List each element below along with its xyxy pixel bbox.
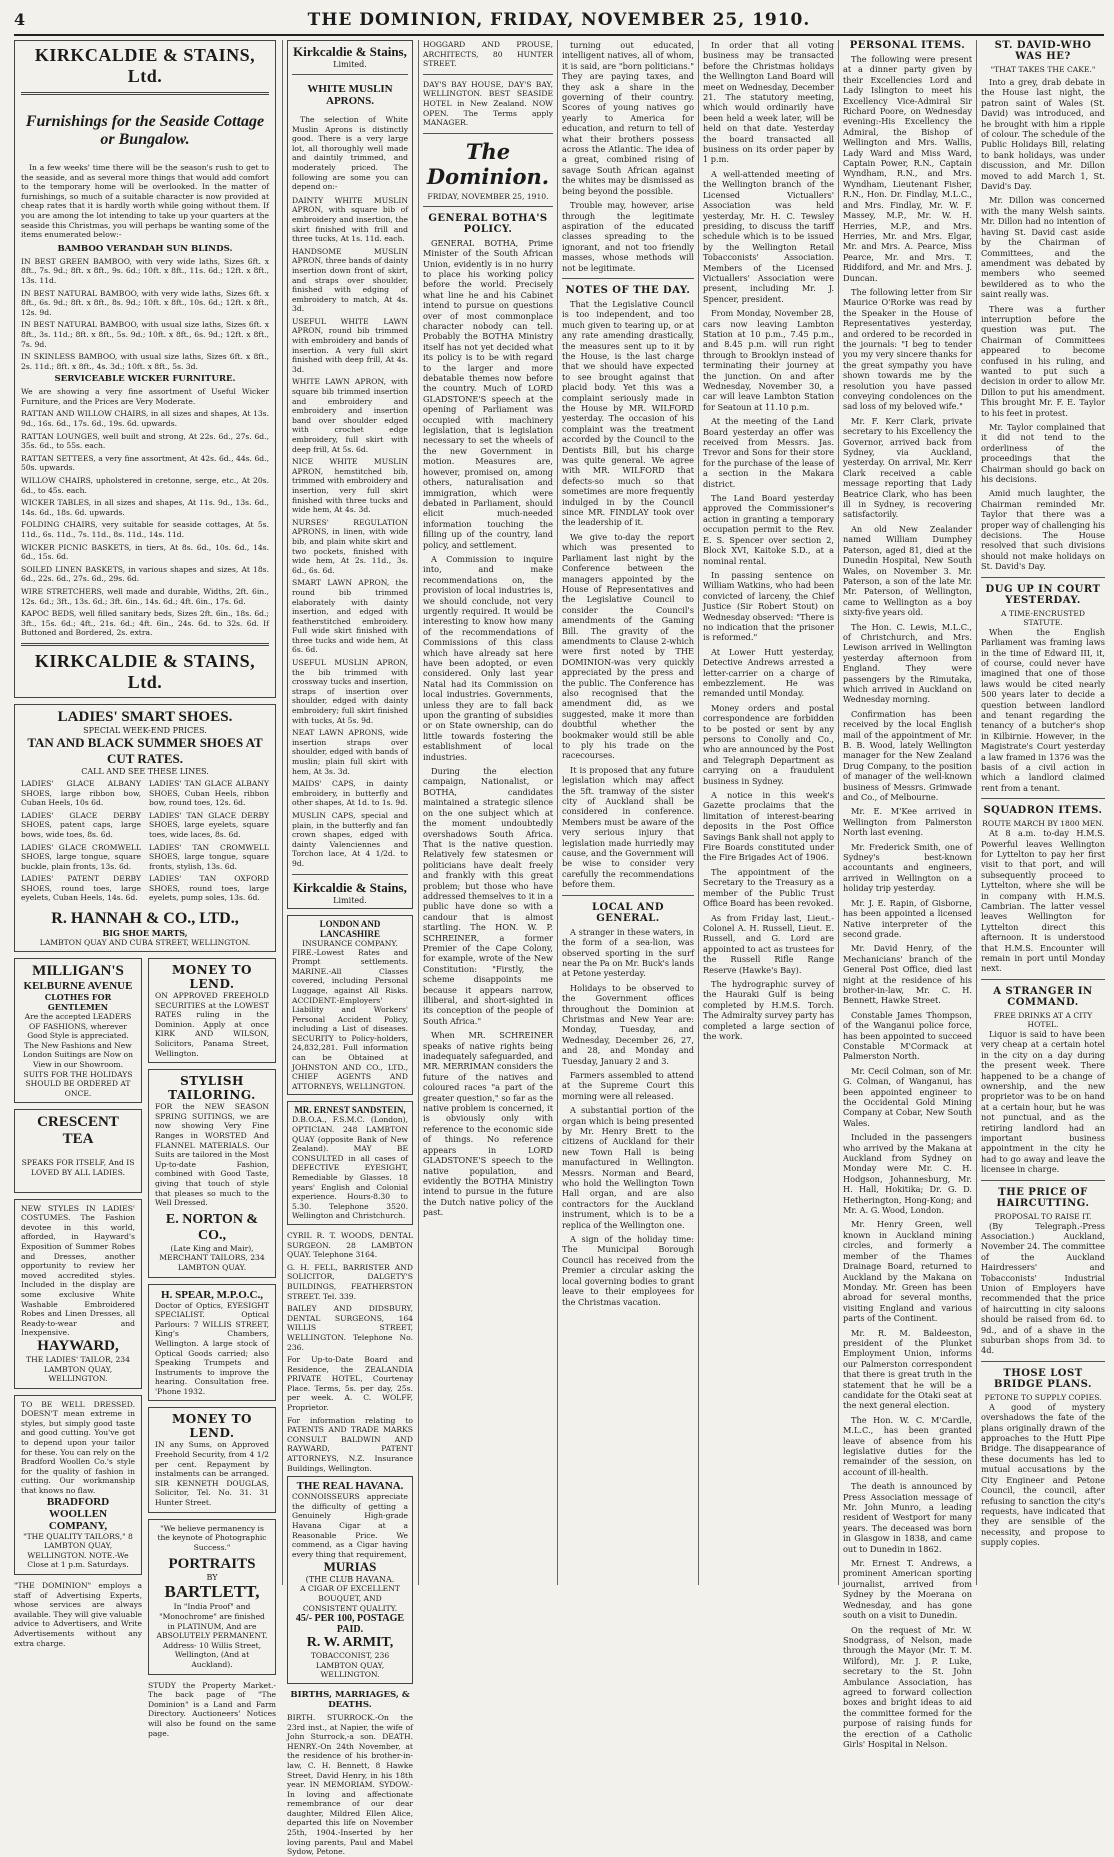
column-rule — [557, 40, 558, 1585]
ad-subtitle: INSURANCE COMPANY. — [302, 938, 398, 948]
ad-body: FIRE.-Lowest Rates and Prompt settlements. MARINE.-All Classes covered, including Personal Luggage, against All Risks. ACCIDENT.-Employers' Liability and Workers' Personal Accident Policy, including a List of diseases. SECURITY to Policy-holders, 24,832,281. Full information can be Obtained at JOHNSTON AND CO., LTD., CHIEF AGENTS AND ATTORNEYS, WELLINGTON. — [292, 947, 408, 1091]
apron-item: WHITE LAWN APRON, with square bib trimmed insertion and embroidery and embroidery and insertion band over shoulder edged with crochet edge embroidery, full skirt with deep frill, At 5s. 6d. — [292, 377, 408, 454]
ad-title: CRESCENT TEA — [37, 1114, 119, 1148]
article-paragraph: At 8 a.m. to-day H.M.S. Powerful leaves Wellington for Lyttelton to pay her first visit to that port, and will subsequently proceed to Lyttelton, where she will be in company with H.M.S. Cambrian. The latter vessel leaves Wellington for Lyttelton direct this afternoon. It is understood that H.M.S. Encounter will remain in port until Monday next. — [981, 828, 1105, 974]
ad-address: TOBACCONIST, 236 LAMBTON QUAY, WELLINGTON. — [310, 1651, 390, 1680]
article-paragraph: A substantial portion of the organ which is being presented by Mr. Henry Brett to the citizens of Auckland for their new Town Hall is being manufactured in Wellington. Messrs. Norman and Beard, who hold the Wellington Town Hall organ, and are also contractors for the Auckland instrument, which is to be a replica of the Wellington one. — [562, 1105, 694, 1230]
article-paragraph: Holidays to be observed to the Government offices throughout the Dominion at Christmas and New Year are: Monday, Tuesday, and Wednesday, December 26, 27, and 28, and Monday and Tuesday, January 2 and 3. — [562, 982, 694, 1066]
article-paragraph: Mr. E. M'Kee arrived in Wellington from Palmerston North last evening. — [843, 806, 972, 838]
shoe-item: LADIES' TAN OXFORD SHOES, round toes, large eyelets, pump soles, 13s. 6d. — [149, 874, 269, 903]
article-paragraph: A notice in this week's Gazette proclaims that the limitation of interest-bearing deposits in the Post Office Savings Bank shall not apply to Fire Boards constituted under the Fire Brigades Act of 1906. — [703, 790, 834, 863]
article-paragraph: Mr. Dillon was concerned with the many Welsh saints. Mr. Dillon had no intention of having St. David cast aside by the Chairman of Committees, and the amendment was debated by members who seemed bewildered as to who the saint really was. — [981, 195, 1105, 300]
ad-title: BRADFORD WOOLLEN COMPANY, — [46, 1495, 110, 1532]
article-paragraph: (By Telegraph.-Press Association.) Auckland, November 24. The committee of the Auckland Hairdressers' and Tobacconists' Industrial Union of Employers have recommended that the price of haircutting in city saloons should be raised from 6d. to 9d., and of a shave in the suburban shops from 3d. to 4d. — [981, 1220, 1105, 1356]
column-rule — [282, 40, 283, 1585]
price-item: IN BEST GREEN BAMBOO, with very wide laths, Sizes 6ft. x 8ft., 7s. 9d.; 8ft. x 8ft., 9s. 6d.; 10ft. x 8ft., 11s. 6d.; 12ft. x 8ft., 13s. 11d. — [21, 256, 269, 285]
article-paragraph: Farmers assembled to attend at the Supreme Court this morning were all released. — [562, 1069, 694, 1101]
newspaper-title: THE DOMINION, FRIDAY, NOVEMBER 25, 1910. — [307, 10, 811, 30]
ad-title: STYLISH TAILORING. — [168, 1074, 256, 1103]
page-number: 4 — [14, 10, 26, 29]
apron-item: DAINTY WHITE MUSLIN APRON, with square bib of embroidery and insertion, the skirt finished with frill and three tucks, At 1s. 11d. each. — [292, 195, 408, 244]
hayward-ad — [14, 1199, 142, 1389]
zealandia-ad: For Up-to-Date Board and Residence, the ZEALANDIA PRIVATE HOTEL, Courtenay Place. Terms, 5s. per day, 25s. per week. A. C. WOLFF, Proprietor. — [287, 1355, 413, 1413]
article-heading: SQUADRON ITEMS. — [983, 805, 1103, 817]
article-paragraph: Included in the passengers who arrived by the Makana at Auckland from Sydney on Monday were Mr. C. H. Hodgson, Johannesburg, Mr. H. Hall, Hokitika; Dr. G. D. Hetherington, Hong-Kong; and Mr. A. G. Wood, London. — [843, 1132, 972, 1216]
article-paragraph: At the meeting of the Land Board yesterday an offer was received from Messrs. Jas. Trevor and Sons for their store for the purchase of the lease of a section in the Makara district. — [703, 416, 834, 489]
column-6 — [703, 40, 834, 1588]
ad-title: MR. ERNEST SANDSTEIN, — [294, 1105, 406, 1116]
article-paragraph: Mr. Ernest T. Andrews, a prominent American sporting journalist, arrived from Sydney by the Moerana on Wednesday, and has gone south on a visit to Dunedin. — [843, 1558, 972, 1621]
spear-optics-ad — [148, 1284, 276, 1402]
article-heading: THOSE LOST BRIDGE PLANS. — [993, 1367, 1093, 1390]
article-paragraph: Confirmation has been received by the local English mail of the appointment of Mr. B. B. Wood, lately Wellington manager for the New Zealand Drug Company, to the position of manager of the well-known business of Messrs. Grimwade and Co., of Melbourne. — [843, 708, 972, 803]
section-intro: We are showing a very fine assortment of Useful Wicker Furniture, and the Prices are Very Moderate. — [21, 387, 269, 406]
article-paragraph: Mr. F. Kerr Clark, private secretary to his Excellency the Governor, arrived back from Sydney, via Auckland, yesterday. On arrival, Mr. Kerr Clark received a cable message reporting that Lady Beatrice Clark, who has been ill in Sydney, is recovering satisfactorily. — [843, 415, 972, 520]
ad-body: IN any Sums, on Approved Freehold Security, from 4 1/2 per cent. Repayment by instalments can be arranged. SIR KENNETH DOUGLAS, Solicitor, Tel. No. 31. 31 Hunter Street. — [155, 1440, 269, 1508]
ad-title: KIRKCALDIE & STAINS, Ltd. — [34, 650, 256, 692]
article-paragraph: When the English Parliament was framing laws in the time of Edward III, it, of course, could never have imagined that one of those laws would be cited nearly 500 years later to decide a question between landlord and tenant regarding the tenancy of a butcher's shop in Kilbirnie. However, in the Magistrate's Court yesterday a law framed in 1376 was the basis of a civil action in which a landlord claimed rent from a tenant. — [981, 626, 1105, 793]
article-paragraph: We give to-day the report which was presented to Parliament last night by the Conference between the managers appointed by the House of Representatives and the Legislative Council to consider the Council's amendments of the Gaming Bill. The gravity of the amendments to Clause 2-which were first noted by THE DOMINION-was very quickly appreciated by the press and the public. The Conference has also recognised that the amendment did, as we suggested, make it more than doubtful whether the bookmaker would still be able to ply his trade on the racecourses. — [562, 531, 694, 761]
ad-name: BARTLETT, — [164, 1582, 260, 1602]
column-3 — [287, 40, 413, 1857]
article-paragraph: Mr. R. M. Baldeeston, president of the Plunket Employment Union, informs our Palmerston correspondent that there is great truth in the statement that he will be a candidate for the Otaki seat at the next general election. — [843, 1327, 972, 1411]
bradford-ad — [14, 1395, 142, 1575]
shoe-item: LADIES' GLACE DERBY SHOES, patent caps, large bows, wide toes, 8s. 6d. — [21, 810, 141, 839]
article-paragraph: The death is announced by Press Association message of Mr. John Munro, a leading resident of Westport for many years. The deceased was born in Glasgow in 1838, and came out to Dunedin in 1862. — [843, 1481, 972, 1554]
article-heading: PERSONAL ITEMS. — [849, 40, 966, 51]
shoe-item: LADIES' TAN GLACE DERBY SHOES, large eyelets, square toes, wide laces, 8s. 6d. — [149, 810, 269, 839]
article-paragraph: A stranger in these waters, in the form of a sea-lion, was observed sporting in the surf near the Pa on Mr. Buck's lands at Petone yesterday. — [562, 926, 694, 979]
article-paragraph: That the Legislative Council is too independent, and too much given to tearing up, or at any rate amending drastically, the measures sent up to it by the House, is the last charge that we should have expected to see brought against that placid body. Yet this was a complaint seriously made in the House by MR. WILFORD yesterday. The occasion of his complaint was the treatment accorded by the Council to the Dentists Bill, but his charge was quite general. We agree with MR. WILFORD that defects-so much so that sometimes are more frequently indulged in by the Council since MR. FINDLAY took over the leadership of it. — [562, 298, 694, 528]
article-paragraph: GENERAL BOTHA, Prime Minister of the South African Union, evidently is in no hurry to place his working policy before the world. Precisely what line he and his Cabinet intend to pursue on questions over of most commonplace character nobody can tell. Probably the BOTHA Ministry itself has not yet decided what its policy is to be with regard to the larger and more debatable themes now before the country. Much of LORD GLADSTONE'S speech at the opening of Parliament was occupied with machinery legislation, that is legislation necessary to set the wheels of the new Government in motion. Measures are, however, promised on, among others, naturalisation and immigration, which were debated in Parliament, should elicit much-needed information touching the filling up of the country, land policy, and settlement. — [423, 237, 553, 550]
article-paragraph: The Hon. C. Lewis, M.L.C., of Christchurch, and Mrs. Lewison arrived in Wellington yesterday afternoon from England. They were passengers by the Rimutaka, which arrived in Auckland on Wednesday morning. — [843, 621, 972, 705]
column-rule — [698, 40, 699, 1585]
ad-body: FOR the NEW SEASON SPRING SUITINGS, we are now showing Very Fine Ranges in WORSTED And FLANNEL MATERIALS. Our Suits are tailored in the Most Up-to-date Fashion, combined with Good Taste, giving that touch of style that pleases so much to the Well Dressed. — [155, 1102, 269, 1208]
column-rule — [418, 40, 419, 1585]
column-2 — [148, 958, 276, 1738]
column-5 — [562, 40, 694, 1588]
ad-address: LAMBTON QUAY AND CUBA STREET, WELLINGTON. — [39, 938, 251, 948]
ad-brand: MURIAS — [323, 1559, 377, 1575]
ad-body: SPEAKS FOR ITSELF, And IS LOVED BY ALL LADIES. — [21, 1158, 135, 1177]
article-paragraph: Mr. Taylor complained that it did not tend to the orderliness of the proceedings that the Chairman should go back on his decisions. — [981, 422, 1105, 485]
article-paragraph: Amid much laughter, the Chairman reminded Mr. Taylor that there was a proper way of challenging his decisions. The House resolved that such divisions should not make holidays on St. David's Day. — [981, 488, 1105, 572]
price-item: RATTAN SETTEES, a very fine assortment, At 42s. 6d., 44s. 6d., 50s. upwards. — [21, 453, 269, 473]
ad-subtitle: Limited. — [333, 60, 367, 69]
ad-heading: WHITE MUSLIN APRONS. — [307, 83, 393, 107]
ad-body: ON APPROVED FREEHOLD SECURITIES at the LOWEST RATES ruling in the Dominion. Apply at once KIRK AND WILSON, Solicitors, Panama Street, Wellington. — [155, 991, 269, 1058]
ad-title: KIRKCALDIE & STAINS, Ltd. — [34, 45, 256, 86]
apron-item: HANDSOME MUSLIN APRON, three bands of dainty insertion down front of skirt, and straps over shoulder, finished with edging of embroidery to match, At 4s. 3d. — [292, 246, 408, 314]
article-paragraph: During the election campaign, Nationalist, or BOTHA, candidates maintained a strategic silence on the one subject which at the moment undoubtedly overshadows South Africa. That is the native question. Relatively few statesmen or politicians have dealt freely and frankly with this great problem; but those who have addressed themselves to it in a public have done so with a candour that is almost startling. The HON. W. P. SCHREINER, a former Premier of the Cape Colony, for example, wrote of the New Constitution: "Firstly, the scheme disappoints me because it appears narrow, illiberal, and short-sighted in its conception of the people of South Africa." — [423, 766, 553, 1026]
column-4 — [423, 40, 553, 1588]
ad-body: D.B.O.A., F.S.M.C. (London), OPTICIAN. 248 LAMBTON QUAY (opposite Bank of New Zealand). MAY BE CONSULTED in all cases of DEFECTIVE EYESIGHT, Remediable by Glasses. 18 years' English and Colonial experience. Hours-8.30 to 5.30. Telephone 3520. Wellington and Christchurch. — [292, 1115, 408, 1221]
ad-address: (Late King and Mair), MERCHANT TAILORS, 234 LAMBTON QUAY. — [159, 1243, 265, 1272]
sandstein-ad — [287, 1101, 413, 1225]
article-paragraph: Into a grey, drab debate in the House last night, the patron saint of Wales (St. David) was introduced, and he brought with him a ripple of colour. The schedule of the Public Holidays Bill, relating to bank holidays, was under discussion, and Mr. Dillon moved to add March 1, St. David's Day. — [981, 77, 1105, 192]
price-item: WICKER PICNIC BASKETS, in tiers, At 8s. 6d., 10s. 6d., 14s. 6d., 15s. 6d. — [21, 542, 269, 562]
article-paragraph: There was a further interruption before the question was put. The Chairman of Committees appeared to become confused in his ruling, and wanted to put such a decision in order to allow Mr. Dillon to put his amendment. This brought Mr. F. E. Taylor to his feet in protest. — [981, 303, 1105, 418]
article-paragraph: The Hon. W. C. M'Cardle, M.L.C., has been granted leave of absence from his legislative duties for the remainder of the session, on account of ill-health. — [843, 1414, 972, 1477]
ad-title: PORTRAITS — [168, 1556, 256, 1573]
shoe-item: LADIES' PATENT DERBY SHOES, round toes, large eyelets, Cuban Heels, 14s. 6d. — [21, 874, 141, 903]
price-item: WILLOW CHAIRS, upholstered in cretonne, serge, etc., At 20s. 6d., to 45s. each. — [21, 476, 269, 495]
article-paragraph: Mr. Cecil Colman, son of Mr. G. Colman, of Wanganui, has been appointed engineer to the Occidental Gold Mining Company at Cobar, New South Wales. — [843, 1065, 972, 1128]
article-paragraph: The hydrographic survey of the Hauraki Gulf is being completed by H.M.S. Torch. The Admiralty survey party has completed a large section of the work. — [703, 978, 834, 1041]
article-paragraph: A well-attended meeting of the Wellington branch of the Licensed Victuallers' Association was held yesterday, Mr. H. C. Tewsley presiding, to discuss the tariff schedule which is to be issued by the Wellington Retail Tobacconists' Association. Members of the Licensed Victuallers' Association were present, including Mr. J. Spencer, president. — [703, 168, 834, 304]
article-paragraph: A Commission to inquire into, and make recommendations on, the provision of local industries is, we should conclude, not very urgently required. It would be interesting to know how many of the recommendations of Commissions of this class which have already sat here have been adopted, or even considered. Only last year Natal had its Commission on local industries. Governments, unless they are to fall back upon the granting of subsidies or on State ownership, can do little towards fostering the establishment of local industries. — [423, 553, 553, 762]
column-rule — [838, 40, 839, 1585]
column-rule — [976, 40, 977, 1585]
article-paragraph: In passing sentence on William Watkins, who had been convicted of larceny, the Chief Justice (Sir Robert Stout) on Wednesday observed: "There is no indication that the prisoner is reformed." — [703, 569, 834, 643]
article-paragraph: In order that all voting business may be transacted before the Christmas holidays the Wellington Land Board will meet on Wednesday, December 21. The statutory meeting, which would ordinarily have been held a week later, will be held on that date. Yesterday the board transacted all business on its order paper by 1 p.m. — [703, 40, 834, 165]
study-notice: STUDY the Property Market.-The back page of "The Dominion" is a Land and Farm Directory. Auctioneers' Notices will also be found on the same page. — [148, 1680, 276, 1738]
shoe-item: LADIES' TAN CROMWELL SHOES, large tongue, square fronts, stylish, 13s. 6d. — [149, 842, 269, 871]
ad-title: THE REAL HAVANA. — [296, 1480, 404, 1493]
price-item: IN SKINLESS BAMBOO, with usual size laths, Sizes 6ft. x 8ft., 2s. 11d.; 8ft. x 8ft., 4s. 3d.; 10ft. x 8ft., 5s. 3d. — [21, 352, 269, 371]
section-heading: SERVICEABLE WICKER FURNITURE. — [54, 374, 236, 385]
article-heading: ST. DAVID-WHO WAS HE? — [994, 40, 1092, 62]
price-item: RATTAN LOUNGES, well built and strong, At 22s. 6d., 27s. 6d., 35s. 6d., to 55s. each. — [21, 431, 269, 451]
ad-company: R. HANNAH & CO., LTD., — [51, 910, 239, 928]
ad-body: Doctor of Optics, EYESIGHT SPECIALIST. Optical Parlours: 7 WILLIS STREET, King's Chambers, Wellington. A large stock of Optical Goods carried; also Speaking Trumpets and Instruments to improve the hearing. Consultation free. 'Phone 1932. — [155, 1300, 269, 1396]
section-heading: BAMBOO VERANDAH SUN BLINDS. — [57, 243, 233, 254]
article-subheading: PROPOSAL TO RAISE IT. — [994, 1211, 1092, 1221]
bartlett-portraits-ad — [148, 1519, 276, 1675]
article-paragraph: Mr. Henry Green, well known in Auckland mining circles, and formerly a member of the Thames Drainage Board, returned to Auckland by the Makana on Monday. Mr. Green has been abroad for several months, visiting England and various parts of the Continent. — [843, 1219, 972, 1324]
ad-address: "THE QUALITY TAILORS," 8 LAMBTON QUAY, WELLINGTON. NOTE.-We Close at 1 p.m. Saturdays. — [23, 1531, 133, 1570]
article-paragraph: As from Friday last, Lieut.-Colonel A. H. Russell, Lieut. E. Russell, and G. Lord are appointed to act as trustees for the Russell Rifle Range Reserve (Hawke's Bay). — [703, 912, 834, 975]
ad-title: Kirkcaldie & Stains, — [293, 879, 407, 895]
article-subheading: PETONE TO SUPPLY COPIES. — [984, 1392, 1102, 1402]
article-subheading: ROUTE MARCH BY 1800 MEN. — [982, 819, 1104, 829]
shoe-item: LADIES' TAN GLACE ALBANY SHOES, Cuban Heels, ribbon bow, round toes, 12s. 6d. — [149, 778, 269, 808]
ad-title: Kirkcaldie & Stains, — [293, 44, 407, 59]
dominion-ad-notice: "THE DOMINION" employs a staff of Advertising Experts, whose services are always available. They will give valuable advice to Advertisers, and Write Advertisements without any extra charge. — [14, 1581, 142, 1648]
article-paragraph: Mr. Frederick Smith, one of Sydney's best-known accountants and engineers, arrived in Wellington on a holiday trip yesterday. — [843, 841, 972, 894]
days-bay-ad: DAY'S BAY HOUSE, DAY'S BAY, WELLINGTON. BEST SEASIDE HOTEL in New Zealand. NOW OPEN. The Terms apply MANAGER. — [423, 79, 553, 128]
money-to-lend-ad — [148, 958, 276, 1063]
article-heading: DUG UP IN COURT YESTERDAY. — [985, 583, 1101, 606]
column-8 — [981, 40, 1105, 1588]
ad-title: LONDON AND LANCASHIRE — [319, 918, 381, 939]
ad-title: LADIES' SMART SHOES. — [57, 708, 233, 725]
article-paragraph: The Land Board yesterday approved the Commissioner's action in granting a temporary occupation permit to the Rev. E. S. Spencer over section 2, Block XVI, Kaitoke S.D., at a nominal rental. — [703, 493, 834, 566]
price-item: WICKER TABLES, in all sizes and shapes, At 11s. 9d., 13s. 6d., 14s. 6d., 18s. 6d. upwards. — [21, 498, 269, 517]
ad-price: 45/- PER 100, POSTAGE PAID. — [295, 1613, 405, 1636]
article-paragraph: Mr. J. E. Rapin, of Gisborne, has been appointed a licensed Native interpreter of the second grade. — [843, 897, 972, 939]
article-paragraph: Constable James Thompson, of the Wanganui police force, has been appointed to succeed Constable M'Cormack at Palmerston North. — [843, 1009, 972, 1062]
ad-title: MILLIGAN'S — [32, 963, 124, 980]
fell-ad: G. H. FELL, BARRISTER AND SOLICITOR, DALGETY'S BUILDINGS, FEATHERSTON STREET. Tel. 339. — [287, 1262, 413, 1301]
milligan-ad — [14, 958, 142, 1103]
money-to-lend-ad-2 — [148, 1407, 276, 1512]
ad-company: R. W. ARMIT, — [306, 1635, 394, 1651]
apron-item: NEAT LAWN APRONS, wide insertion straps over shoulder, edged with bands of muslin; plain full skirt with hem, At 3s. 3d. — [292, 728, 408, 776]
article-subheading: "THAT TAKES THE CAKE." — [990, 65, 1096, 74]
article-heading: NOTES OF THE DAY. — [565, 284, 691, 296]
apron-item: USEFUL MUSLIN APRON, the bib trimmed with crossway tucks and insertion, straps of insertion over shoulder, edged with dainty embroidery; full skirt finished with tucks, At 5s. 9d. — [292, 658, 408, 725]
article-paragraph: Trouble may, however, arise through the legitimate aspiration of the educated classes spreading to the ignorant, and not too friendly masses, whose methods will not be legitimate. — [562, 200, 694, 273]
article-paragraph: The following letter from Sir Maurice O'Rorke was read by the Speaker in the House of Representatives yesterday, and ordered to be recorded in the journals: "I beg to tender you my very sincere thanks for the great sympathy you have shown towards me by the resolution you have passed conveying condolences on the sad loss of my beloved wife." — [843, 286, 972, 412]
apron-item: USEFUL WHITE LAWN APRON, round bib trimmed with embroidery and bands of insertion. A very full skirt finished with deep frill, At 4s. 3d. — [292, 316, 408, 374]
apron-item: NURSES' REGULATION APRONS, in linen, with wide bib, and plain white skirt and two pockets, finished with wide hem, At 2s. 11d., 3s. 6d., 6s. 6d. — [292, 517, 408, 575]
article-paragraph: A good of mystery overshadows the fate of the plans originally drawn of the approaches to the Hutt Pipe Bridge. The disappearance of these documents has led to mutual accusations by the City Engineer and Petone Council, the council, after refusing to sanction the city's requests, have indicated that they are sensible of the necessity, and propose to supply copies. — [981, 1401, 1105, 1548]
ad-heading: CLOTHES FOR GENTLEMEN — [44, 992, 112, 1013]
crescent-tea-ad — [14, 1109, 142, 1192]
ad-subtitle: KELBURNE AVENUE — [23, 980, 133, 993]
ad-quote: "We believe permanency is the keynote of Photographic Success." — [157, 1523, 267, 1552]
shoe-item: LADIES' GLACE CROMWELL SHOES, large tongue, square buckle, plain fronts, 13s. 6d. — [21, 842, 141, 871]
article-subheading: A TIME-ENCRUSTED STATUTE. — [1000, 608, 1085, 627]
hannah-shoes-ad — [14, 704, 276, 952]
shoe-item: LADIES' GLACE ALBANY SHOES, large ribbon bow, Cuban Heels, 10s 6d. — [21, 778, 141, 808]
ad-intro: In a few weeks' time there will be the season's rush to get to the seaside, and as several more things that would add comfort to the temporary home will be overlooked. In the matter of furnishings, so much of a suitable character is now provided at cheap rates that it is hardly worth while going without them. If you are among the lot intending to take up your quarters at the seaside this Christmas, you will perhaps be wanting some of the items enumerated below:- — [21, 163, 269, 240]
article-paragraph: It is proposed that any future legislation which may affect the 5ft. tramway of the sister city of Auckland shall be considered in conference. Members must be aware of the very serious injury that legislation made hurriedly may cause, and the Government will be wise to consider very carefully the recommendations before them. — [562, 764, 694, 890]
article-heading: GENERAL BOTHA'S POLICY. — [428, 212, 548, 235]
price-item: IN BEST NATURAL BAMBOO, with usual size laths, Sizes 6ft. x 8ft., 3s. 11d.; 8ft. x 8ft., 5s. 9d.; 10ft. x 8ft., 6s. 9d.; 12ft. x 8ft., 7s. 9d. — [21, 320, 269, 349]
ad-body: TO BE WELL DRESSED. DOESN'T mean extreme in styles, but simply good taste and good cutting. You've got to depend upon your tailor for these. You can rely on the Bradford Woollen Co.'s style for the quality of fashion in cutting. Our workmanship that knows no flaw. — [21, 1399, 135, 1496]
ad-body: Are the accepted LEADERS OF FASHIONS, wherever Good Style is appreciated. The New Fashions and New London Suitings are Now on View in our Showroom. SUITS FOR THE HOLIDAYS SHOULD BE ORDERED AT ONCE. — [23, 1012, 133, 1098]
price-item: KAPOC BEDS, well filled sanitary beds, Sizes 2ft. 6in., 18s. 6d.; 3ft., 15s. 6d.; 4ft., 21s. 6d.; 4ft. 6in., 24s. 6d. to 32s. 6d. If Buttoned and Bordered, 2s. extra. — [21, 609, 269, 638]
price-item: FOLDING CHAIRS, very suitable for seaside cottages, At 5s. 11d., 6s. 11d., 7s. 11d., 8s. 11d., 14s. 11d. — [21, 520, 269, 539]
article-paragraph: When MR. SCHREINER speaks of native rights being inadequately safeguarded, and MR. MERRIMAN considers the future of the natives and coloured races "a part of the greater question," so far as the native problem is concerned, it is obviously only with reference to the economic side of things. No reference appears in LORD GLADSTONE'S speech to the native population, and evidently the BOTHA Ministry intend to pursue in the future the Dutch native policy of the past. — [423, 1030, 553, 1218]
ad-tagline: CALL AND SEE THESE LINES. — [81, 766, 209, 776]
price-item: SOILED LINEN BASKETS, in various shapes and sizes, At 18s. 6d., 22s. 6d., 27s. 6d., 29s. 6d. — [21, 564, 269, 584]
apron-item: MUSLIN CAPS, special and plain, in the butterfly and fan crown shapes, edged with dainty Valenciennes and Torchon lace, At 4 1/2d. to 9d. — [292, 810, 408, 868]
stylish-tailoring-ad — [148, 1069, 276, 1277]
masthead — [14, 8, 1104, 36]
kirkcaldie-furnishings-ad — [14, 40, 276, 698]
article-paragraph: On the request of Mr. W. Snodgrass, of Nelson, made through the Mayor (Mr. T. M. Wilford), Mr. J. P. Luke, secretary to the St. John Ambulance Association, has agreed to forward collection boxes and bright ideas to aid the committee formed for the purpose of raising funds for the erection of a Catholic Girls' Hospital in Nelson. — [843, 1624, 972, 1749]
ad-subtitle: SPECIAL WEEK-END PRICES. — [83, 725, 207, 735]
havana-ad — [287, 1476, 413, 1684]
hoggard-ad: HOGGARD AND PROUSE, ARCHITECTS, 80 HUNTER STREET. — [423, 40, 553, 69]
kirkcaldie-aprons-ad — [287, 40, 413, 909]
article-paragraph: An old New Zealander named William Dumphey Paterson, aged 81, died at the Dunedin Hospital, New South Wales, on November 3. Mr. Paterson, a son of the late Mr. Mr. Paterson, of Wellington, came to Wellington as a boy sixty-five years old. — [843, 523, 972, 618]
woods-ad: CYRIL R. T. WOODS, DENTAL SURGEON. 28 LAMBTON QUAY. Telephone 3164. — [287, 1230, 413, 1260]
ad-title: HAYWARD, — [37, 1337, 119, 1354]
price-item: RATTAN AND WILLOW CHAIRS, in all sizes and shapes, At 13s. 9d., 16s. 6d., 17s. 6d., 19s. 6d. upwards. — [21, 409, 269, 429]
article-paragraph: Mr. David Henry, of the Mechanicians' branch of the General Post Office, died last night at the residence of his brother-in-law, Mr. C. H. Bennett, Hawke Street. — [843, 943, 972, 1006]
bailey-ad: BAILEY AND DIDSBURY, DENTAL SURGEONS, 164 WILLIS STREET, WELLINGTON. Telephone No. 236. — [287, 1304, 413, 1352]
ad-title: MONEY TO LEND. — [172, 963, 252, 992]
article-paragraph: Liquor is said to have been very cheap at a certain hotel in the city on a day during the present week. There happened to be a change of ownership, and the new proprietor was to be on hand at a certain hour, but he was not punctual, and as the retiring landlord had an important business appointment in the city he had to go away and leave the licensee in charge. — [981, 1028, 1105, 1175]
article-heading: LOCAL AND GENERAL. — [591, 901, 665, 924]
apron-item: SMART LAWN APRON, the round bib trimmed elaborately with dainty insertion, and edged with featherstitched embroidery. Full wide skirt finished with three tucks and wide hem, At 6s. 6d. — [292, 578, 408, 655]
apron-item: NICE WHITE MUSLIN APRON, hemstitched bib, trimmed with embroidery and insertion, very full skirt finished with three tucks and wide hem, At 4s. 3d. — [292, 457, 408, 515]
births-text: BIRTH. STURROCK.-On the 23rd inst., at Napier, the wife of John Sturrock,-a son. DEATH. HENRY.-On 24th November, at the residence of his brother-in-law, C. H. Bennett, 8 Hawke Street, David Henry, in his 18th year. IN MEMORIAM. SYDOW.-In loving and affectionate remembrance of our dear daughter, Mildred Ellen Alice, departed this life on November 25th, 1904.-Inserted by her loving parents, Paul and Mabel Sydow, Petone. — [287, 1712, 413, 1857]
ad-title: H. SPEAR, M.P.O.C., — [161, 1288, 263, 1301]
ad-body: CONNOISSEURS appreciate the difficulty of getting a Genuinely High-grade Havana Cigar at a Reasonable Price. We commend, as a Cigar having every thing that requirement, — [292, 1492, 408, 1559]
article-paragraph: At Lower Hutt yesterday, Detective Andrews arrested a letter-carrier on a charge of embezzlement. He was remanded until Monday. — [703, 646, 834, 699]
article-paragraph: A sign of the holiday time: The Municipal Borough Council has received from the Premier a circular asking the local governing bodies to grant leave to their employees for the Christmas vacation. — [562, 1234, 694, 1307]
article-heading: THE PRICE OF HAIRCUTTING. — [996, 1186, 1090, 1209]
ad-subtitle: BIG SHOE MARTS, — [102, 928, 188, 939]
apron-item: MAIDS' CAPS, in dainty embroidery, in butterfly and other shapes, At 1d. to 1s. 9d. — [292, 779, 408, 808]
ad-title: MONEY TO LEND. — [172, 1412, 252, 1441]
article-paragraph: The appointment of the Secretary to the Treasury as a member of the Public Trust Office Board has been revoked. — [703, 866, 834, 909]
ad-company: E. NORTON & CO., — [165, 1211, 259, 1243]
article-paragraph: The following were present at a dinner party given by their Excellencies Lord and Lady Islington to meet his Excellency Vice-Admiral Sir Richard Poore, on Wednesday evening:-His Excellency the Admiral, the Bishop of Wellington and Mrs. Wallis, Lady Ward and Miss Ward, Captain Power, R.N., Captain Wyndham, R.N., and Mrs. Wyndham, Lieutenant Fisher, R.N., Hon. Dr. Findlay, M.L.C., and Mrs. Findlay, Mr. W. F. Massey, M.P., Mr. W. H. Herries, M.P., and Mrs. Herries, Mr. and Mrs. Elgar, Mr. and Mrs. A. Pearce, Miss Pearce, Mr. and Mrs. T. Riddiford, and Mr. and Mrs. J. Duncan. — [843, 54, 972, 283]
ad-address: THE LADIES' TAILOR, 234 LAMBTON QUAY, WELLINGTON. — [26, 1354, 130, 1384]
column-1 — [14, 40, 276, 1738]
article-heading: A STRANGER IN COMMAND. — [993, 985, 1093, 1008]
ad-body: In "India Proof" and "Monochrome" are finished in PLATINUM, And are ABSOLUTELY PERMANENT. Address- 10 Willis Street, Wellington, (And at Auckland). — [156, 1602, 268, 1669]
ad-body: A CIGAR OF EXCELLENT BOUQUET, AND CONSISTENT QUALITY. — [300, 1584, 400, 1613]
price-item: WIRE STRETCHERS, well made and durable, Widths, 2ft. 6in., 12s. 6d.; 3ft., 13s. 6d.; 3ft. 6in., 14s. 6d.; 4ft. 6in., 17s. 6d. — [21, 586, 269, 606]
births-heading: BIRTHS, MARRIAGES, & DEATHS. — [290, 1689, 410, 1710]
ad-by: BY — [206, 1573, 218, 1583]
insurance-ad — [287, 915, 413, 1096]
article-subheading: FREE DRINKS AT A CITY HOTEL. — [993, 1010, 1093, 1029]
article-paragraph: turning out educated, intelligent natives, all of whom, it is said, are "born politicians." They are paying taxes, and they ask a share in the governing of their country. Scores of young natives go yearly to America for education, and return to tell of what their brothers possess across the Atlantic. The idea of a great, combined rising of savage South African against the whites may be dismissed as being beyond the possible. — [562, 40, 694, 196]
paper-title: The Dominion. — [426, 138, 550, 189]
ad-heading: TAN AND BLACK SUMMER SHOES AT CUT RATES. — [27, 734, 263, 766]
column-7 — [843, 40, 972, 1749]
ad-intro: The selection of White Muslin Aprons is distinctly good. There is a very large lot, all thoroughly well made and daintily trimmed, and moderately priced. The following are some you can depend on:- — [292, 115, 408, 192]
ad-subtitle: (THE CLUB HAVANA. — [305, 1575, 395, 1585]
article-paragraph: Money orders and postal correspondence are forbidden to be posted or sent by any persons to Conolly and Co., who are announced by the Post and Telegraph Department as carrying on a fraudulent business in Sydney. — [703, 702, 834, 786]
ad-subtitle: Limited. — [333, 895, 367, 905]
ad-body: NEW STYLES IN LADIES' COSTUMES. The Fashion devotee in this world, afforded, in Hayward's Exposition of Summer Robes and Dresses, another opportunity to review her moved accredited styles. Included in the display are some exclusive White Washable Embroidered Robes and Linen Dresses, all Ready-to-wear and Inexpensive. — [21, 1203, 135, 1338]
article-paragraph: From Monday, November 28, cars now leaving Lambton Station at 10 p.m., 7.45 p.m., and 8.45 p.m. will run right through to Brooklyn instead of terminating their journey at the junction. On and after Wednesday, November 30, a car will leave Lambton Station for Seatoun at 11.10 p.m. — [703, 308, 834, 412]
date-line: FRIDAY, NOVEMBER 25, 1910. — [427, 191, 549, 201]
patents-ad: For information relating to PATENTS AND TRADE MARKS CONSULT BALDWIN AND RAYWARD, PATENT ATTORNEYS, N.Z. Insurance Buildings, Wellington. — [287, 1415, 413, 1473]
price-item: IN BEST NATURAL BAMBOO, with very wide laths, Sizes 6ft. x 8ft., 6s. 9d.; 8ft. x 8ft., 8s. 9d.; 10ft. x 8ft., 10s. 6d.; 12ft. x 8ft., 12s. 9d. — [21, 288, 269, 317]
ad-heading: Furnishings for the Seaside Cottage or Bungalow. — [25, 113, 265, 148]
